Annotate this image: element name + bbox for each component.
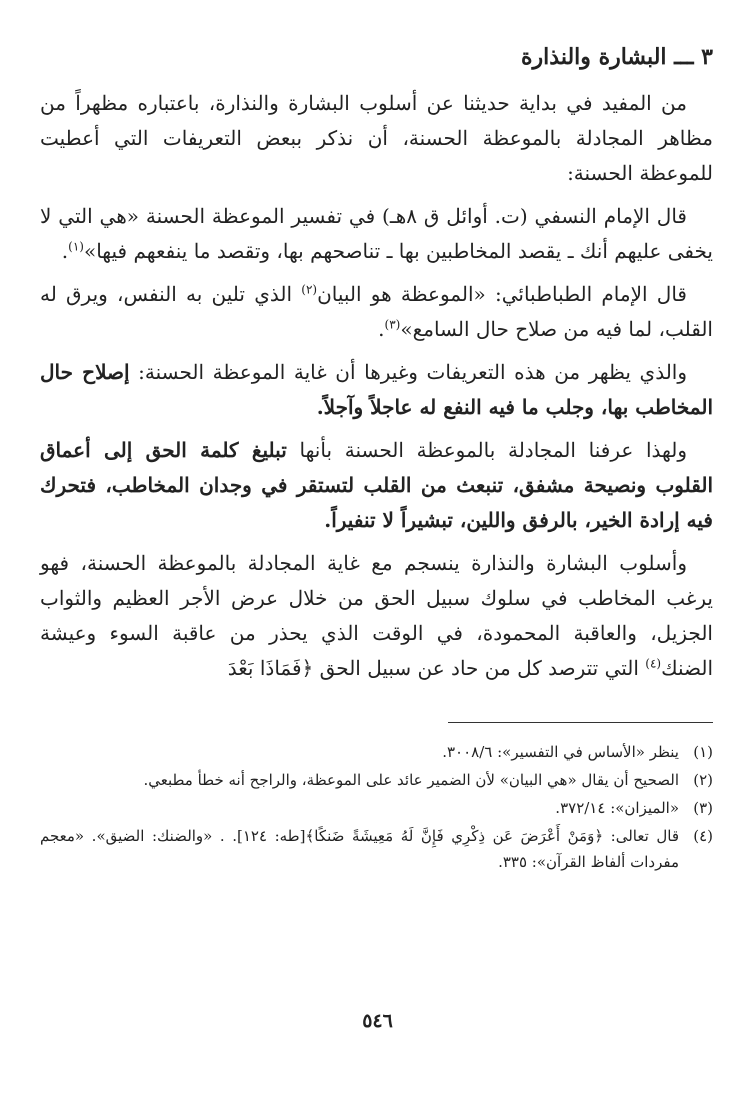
paragraph-nasafi: قال الإمام النسفي (ت. أوائل ق ٨هـ) في تفسير الموعظة الحسنة «هي التي لا يخفى عليهم أنك ـ يقصد المخاطبين بها ـ تناصحهم بها، وتقصد ما ينفعهم فيها»$^{(١)}$. [40, 204, 713, 263]
tabatabai-quote-end: الذي تلين به النفس، ويرق له القلب، لما فيه من صلاح حال السامع» [40, 282, 713, 341]
tabatabai-quote-start: قال الإمام الطباطبائي: «الموعظة هو البيان [317, 282, 687, 306]
footnote-ref-2: (٢) [301, 282, 318, 297]
footnote-2 [40, 767, 713, 793]
footnote-text: قال تعالى: ﴿وَمَنْ أَعْرَضَ عَن ذِكْرِي فَإِنَّ لَهُ مَعِيشَةً ضَنكًا﴾[طه: ١٢٤]. . «والضنك: الضيق». «معجم مفردات ألفاظ القرآن»: ٣٣٥. [40, 827, 679, 871]
paragraph-goal [40, 355, 713, 425]
paragraph-definition [40, 433, 713, 538]
footnote-text: «الميزان»: ٣٧٢/١٤. [555, 799, 679, 817]
footnote-number: (٣) [693, 799, 713, 817]
definition-bold: تبليغ كلمة الحق إلى أعماق القلوب ونصيحة مشفق، تنبعث من القلب لتستقر في وجدان المخاطب، فتحرك فيه إرادة الخير، بالرفق واللين، تبشيراً لا تنفيراً. [40, 438, 713, 532]
footnote-number: (٢) [693, 771, 713, 789]
footnote-divider [448, 722, 713, 723]
footnote-number: (٤) [693, 827, 713, 845]
bishara-text-end: التي تترصد كل من حاد عن سبيل الحق ﴿فَمَاذَا بَعْدَ [227, 656, 646, 680]
goal-intro: والذي يظهر من هذه التعريفات وغيرها أن غاية الموعظة الحسنة: [138, 360, 688, 384]
paragraph-intro: من المفيد في بداية حديثنا عن أسلوب البشارة والنذارة، باعتباره مظهراً من مظاهر المجادلة بالموعظة الحسنة، أن نذكر ببعض التعريفات التي أعطيت للموعظة الحسنة: [40, 91, 713, 185]
footnote-number: (١) [693, 743, 713, 761]
footnote-text: الصحيح أن يقال «هي البيان» لأن الضمير عائد على الموعظة، والراجح أنه خطأ مطبعي. [143, 771, 679, 789]
section-heading: ٣ ـــ البشارة والنذارة [521, 44, 713, 70]
footnote-text: ينظر «الأساس في التفسير»: ٣٠٠٨/٦. [442, 743, 679, 761]
footnotes [40, 739, 713, 875]
footnote-3 [40, 795, 713, 821]
paragraph-bishara [40, 546, 713, 686]
footnote-ref-3: (٣) [384, 317, 401, 332]
bishara-text: وأسلوب البشارة والنذارة ينسجم مع غاية المجادلة بالموعظة الحسنة، فهو يرغب المخاطب في سلوك سبيل الحق من خلال عرض الأجر العظيم والثواب الجزيل، والعاقبة المحمودة، في الوقت الذي يحذر من عاقبة السوء وعيشة الضنك [40, 551, 713, 680]
nasafi-quote: قال الإمام النسفي (ت. أوائل ق ٨هـ) في تفسير الموعظة الحسنة «هي التي لا يخفى عليهم أنك ـ يقصد المخاطبين بها ـ تناصحهم بها، وتقصد ما ينفعهم فيها» [40, 204, 713, 263]
footnote-1 [40, 739, 713, 765]
footnote-ref-4: (٤) [645, 656, 662, 671]
footnote-4 [40, 823, 713, 875]
goal-definition: إصلاح حال المخاطب بها، وجلب ما فيه النفع له عاجلاً وآجلاً. [40, 360, 713, 419]
definition-intro: ولهذا عرفنا المجادلة بالموعظة الحسنة بأنها [299, 438, 688, 462]
page-number: ٥٤٦ [362, 1010, 393, 1032]
footnote-ref-1: (١) [68, 239, 84, 254]
paragraph-tabatabai: قال الإمام الطباطبائي: «الموعظة هو البيان$^{(٢)}$ الذي تلين به النفس، ويرق له القلب، لما فيه من صلاح حال السامع»$^{(٣)}$. [40, 282, 713, 341]
